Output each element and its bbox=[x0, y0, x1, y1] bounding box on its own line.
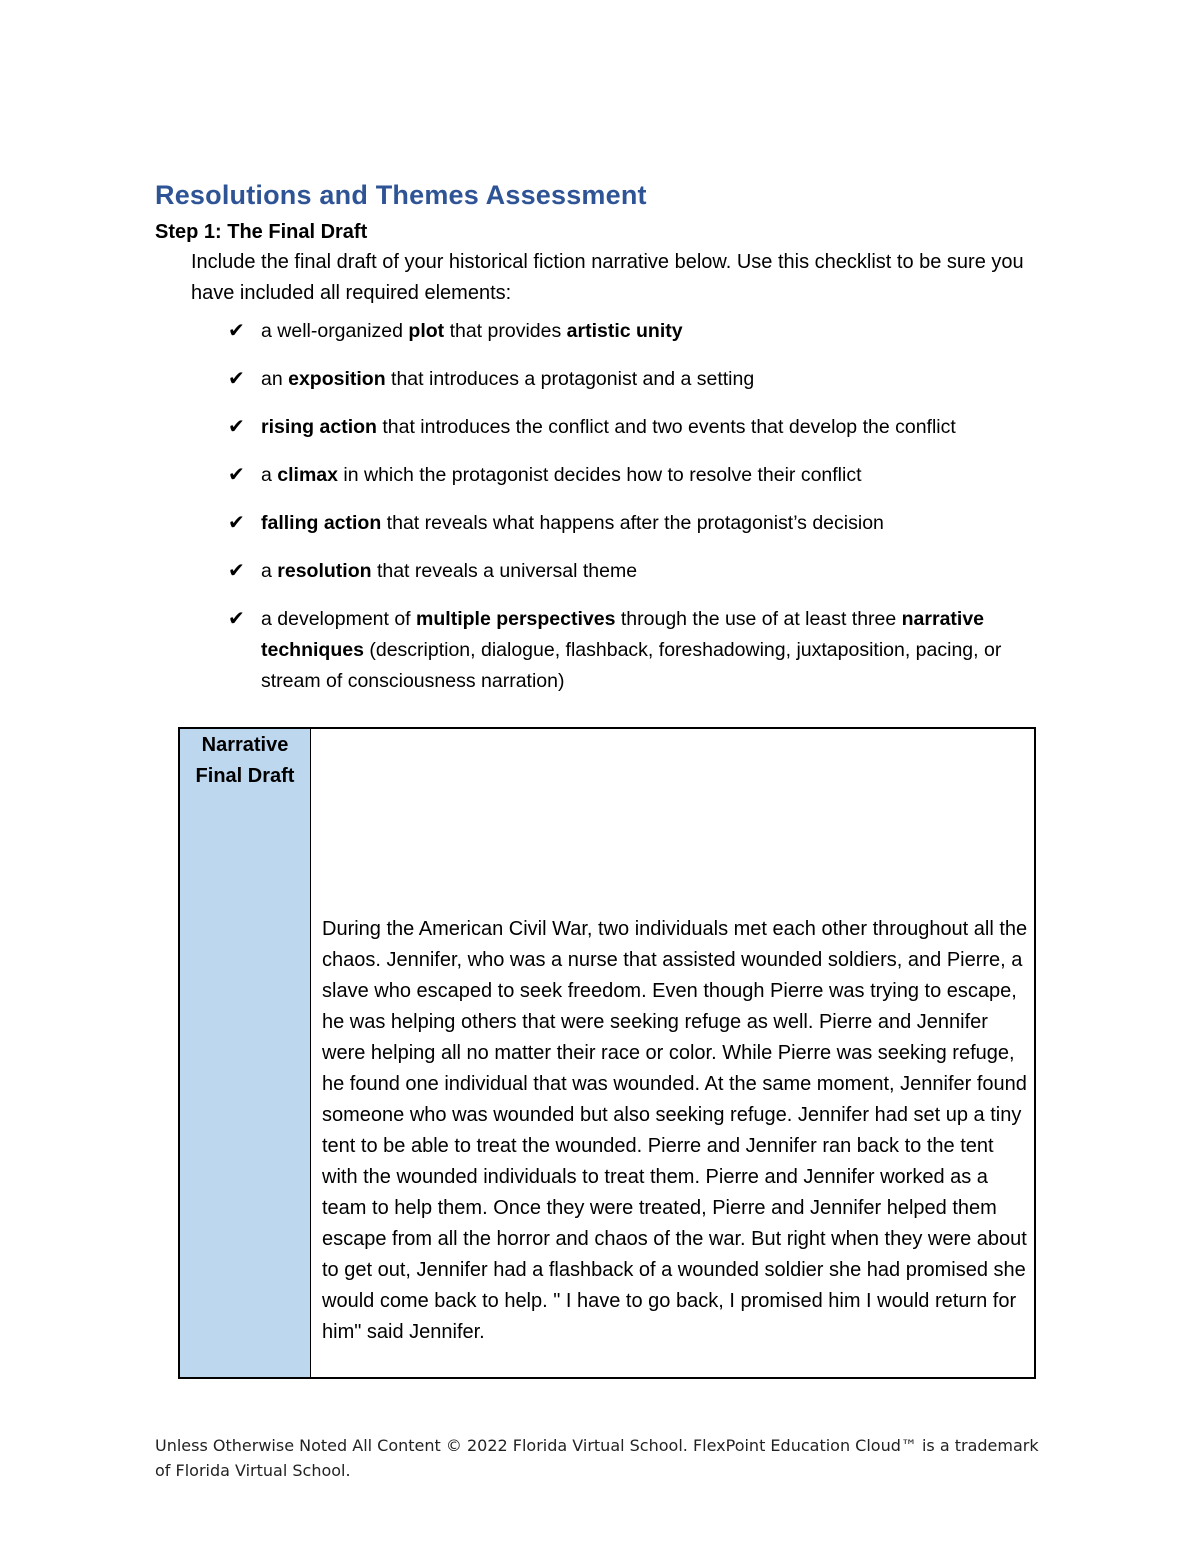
step-heading: Step 1: The Final Draft bbox=[155, 221, 368, 243]
checkmark-icon: ✔ bbox=[228, 464, 245, 486]
checkmark-icon: ✔ bbox=[228, 608, 245, 630]
table-label-cell bbox=[179, 728, 311, 1378]
narrative-table bbox=[178, 727, 1036, 1379]
checklist-item: ✔ falling action that reveals what happens after the protagonist’s decision bbox=[228, 508, 1058, 539]
checkmark-icon: ✔ bbox=[228, 368, 245, 390]
checklist-item: ✔ a well-organized plot that provides artistic unity bbox=[228, 316, 1058, 347]
checklist-item: ✔ an exposition that introduces a protagonist and a setting bbox=[228, 364, 1058, 395]
checkmark-icon: ✔ bbox=[228, 320, 245, 342]
checklist-item: ✔ a development of multiple perspectives through the use of at least three narrative techniques (description, dialogue, flashback, foreshadowing, juxtaposition, pacing, or stream of consciousness narration) bbox=[228, 604, 1058, 697]
copyright-footer: Unless Otherwise Noted All Content © 2022 Florida Virtual School. FlexPoint Education Cloud™ is a trademark of Florida Virtual School. bbox=[155, 1436, 1039, 1480]
table-label: Narrative Final Draft bbox=[195, 734, 295, 787]
checklist-item: ✔ a climax in which the protagonist decides how to resolve their conflict bbox=[228, 460, 1058, 491]
intro-paragraph: Include the final draft of your historical fiction narrative below. Use this checklist to be sure you have included all required elements: bbox=[191, 251, 1024, 304]
checklist-item: ✔ a resolution that reveals a universal theme bbox=[228, 556, 1058, 587]
narrative-cell[interactable] bbox=[311, 728, 1036, 1378]
narrative-text: During the American Civil War, two individuals met each other throughout all the chaos. Jennifer, who was a nurse that assisted wounded soldiers, and Pierre, a slave who escaped to seek freedom. Even though Pierre was trying to escape, he was helping others that were seeking refuge as well. Pierre and Jennifer were helping all no matter their race or color. While Pierre was seeking refuge, he found one individual that was wounded. At the same moment, Jennifer found someone who was wounded but also seeking refuge. Jennifer had set up a tiny tent to be able to treat the wounded. Pierre and Jennifer ran back to the tent with the wounded individuals to treat them. Pierre and Jennifer worked as a team to help them. Once they were treated, Pierre and Jennifer helped them escape from all the horror and chaos of the war. But right when they were about to get out, Jennifer had a flashback of a wounded soldier she had promised she would come back to help. " I have to go back, I promised him I would return for him" said Jennifer. bbox=[322, 918, 1028, 1343]
checkmark-icon: ✔ bbox=[228, 512, 245, 534]
checklist-item: ✔ rising action that introduces the conflict and two events that develop the conflict bbox=[228, 412, 1058, 443]
checkmark-icon: ✔ bbox=[228, 560, 245, 582]
document-title: Resolutions and Themes Assessment bbox=[155, 180, 647, 210]
requirements-checklist bbox=[228, 316, 1058, 714]
checkmark-icon: ✔ bbox=[228, 416, 245, 438]
